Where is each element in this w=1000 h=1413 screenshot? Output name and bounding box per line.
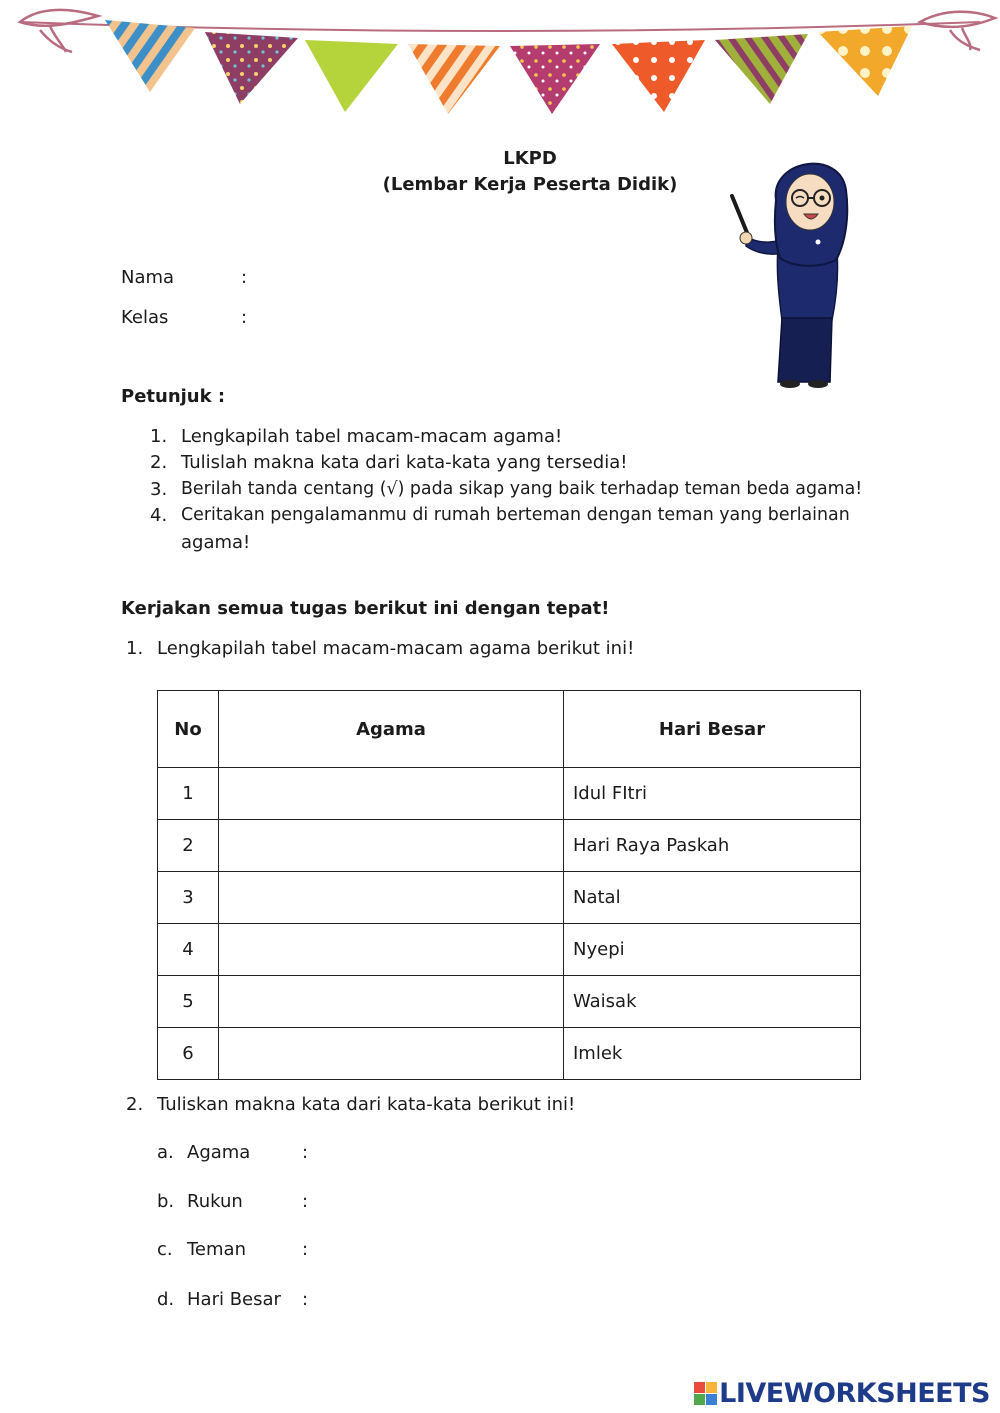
header-hari-besar: Hari Besar <box>564 691 861 768</box>
task-1-number: 1. <box>126 638 144 659</box>
agama-input-cell[interactable] <box>219 1028 564 1080</box>
instruction-text-4-continued: agama! <box>181 532 251 553</box>
flag-3 <box>305 40 398 112</box>
row-no: 5 <box>158 976 219 1028</box>
religion-table <box>157 690 861 1080</box>
flag-8 <box>818 26 912 96</box>
header-no: No <box>158 691 219 768</box>
instruction-number-2: 2. <box>150 452 168 473</box>
hari-besar-cell: Waisak <box>564 976 861 1028</box>
word-d-colon: : <box>302 1289 309 1310</box>
instruction-number-3: 3. <box>150 479 168 500</box>
table-row <box>158 820 861 872</box>
page-title: LKPD <box>503 148 557 169</box>
word-d-label: Hari Besar <box>187 1289 281 1310</box>
instruction-text-3: Berilah tanda centang (√) pada sikap yang baik terhadap teman beda agama! <box>181 479 863 499</box>
instruction-number-1: 1. <box>150 426 168 447</box>
word-b-label: Rukun <box>187 1191 243 1212</box>
agama-input-cell[interactable] <box>219 924 564 976</box>
task-2-number: 2. <box>126 1094 144 1115</box>
instruction-text-4: Ceritakan pengalamanmu di rumah berteman dengan teman yang berlainan <box>181 505 850 525</box>
header-agama: Agama <box>219 691 564 768</box>
agama-input-cell[interactable] <box>219 820 564 872</box>
hari-besar-cell: Natal <box>564 872 861 924</box>
word-b-answer-field[interactable] <box>320 1188 840 1216</box>
ribbon-right <box>920 12 995 50</box>
teacher-illustration <box>720 150 860 390</box>
word-a-colon: : <box>302 1142 309 1163</box>
word-a-letter: a. <box>157 1142 174 1163</box>
agama-input-cell[interactable] <box>219 976 564 1028</box>
table-row <box>158 872 861 924</box>
row-no: 4 <box>158 924 219 976</box>
table-row <box>158 768 861 820</box>
instruction-number-4: 4. <box>150 505 168 526</box>
word-d-answer-field[interactable] <box>320 1286 840 1314</box>
nama-colon: : <box>241 267 248 288</box>
word-c-colon: : <box>302 1239 309 1260</box>
row-no: 2 <box>158 820 219 872</box>
row-no: 6 <box>158 1028 219 1080</box>
bunting-decoration <box>0 0 1000 120</box>
word-b-colon: : <box>302 1191 309 1212</box>
row-no: 3 <box>158 872 219 924</box>
liveworksheets-logo <box>694 1378 990 1409</box>
nama-field[interactable] <box>260 264 680 292</box>
agama-input-cell[interactable] <box>219 768 564 820</box>
task-1-text: Lengkapilah tabel macam-macam agama berikut ini! <box>157 638 635 659</box>
table-row <box>158 1028 861 1080</box>
task-2-text: Tuliskan makna kata dari kata-kata berikut ini! <box>157 1094 576 1115</box>
flag-6 <box>612 40 705 112</box>
hari-besar-cell: Nyepi <box>564 924 861 976</box>
word-c-letter: c. <box>157 1239 173 1260</box>
table-header-row <box>158 691 861 768</box>
instruction-text-2: Tulislah makna kata dari kata-kata yang tersedia! <box>181 452 628 473</box>
kelas-colon: : <box>241 307 248 328</box>
kelas-label: Kelas <box>121 307 169 328</box>
ribbon-left <box>20 10 98 52</box>
word-b-letter: b. <box>157 1191 175 1212</box>
agama-input-cell[interactable] <box>219 872 564 924</box>
row-no: 1 <box>158 768 219 820</box>
word-c-answer-field[interactable] <box>320 1236 840 1264</box>
word-c-label: Teman <box>187 1239 246 1260</box>
instruction-text-1: Lengkapilah tabel macam-macam agama! <box>181 426 563 447</box>
page-subtitle: (Lembar Kerja Peserta Didik) <box>382 174 678 195</box>
hari-besar-cell: Hari Raya Paskah <box>564 820 861 872</box>
table-row <box>158 976 861 1028</box>
table-row <box>158 924 861 976</box>
tasks-heading: Kerjakan semua tugas berikut ini dengan tepat! <box>121 598 610 619</box>
instructions-heading: Petunjuk : <box>121 386 226 407</box>
liveworksheets-logo-text: LIVEWORKSHEETS <box>719 1378 990 1409</box>
liveworksheets-logo-icon <box>694 1382 717 1405</box>
word-d-letter: d. <box>157 1289 175 1310</box>
flag-7 <box>715 34 808 104</box>
word-a-answer-field[interactable] <box>320 1139 840 1167</box>
kelas-field[interactable] <box>260 304 680 332</box>
nama-label: Nama <box>121 267 175 288</box>
word-a-label: Agama <box>187 1142 251 1163</box>
flag-5 <box>510 44 600 114</box>
flag-4 <box>408 44 500 114</box>
flag-1 <box>105 20 195 92</box>
hari-besar-cell: Idul FItri <box>564 768 861 820</box>
hari-besar-cell: Imlek <box>564 1028 861 1080</box>
flag-2 <box>205 32 298 104</box>
